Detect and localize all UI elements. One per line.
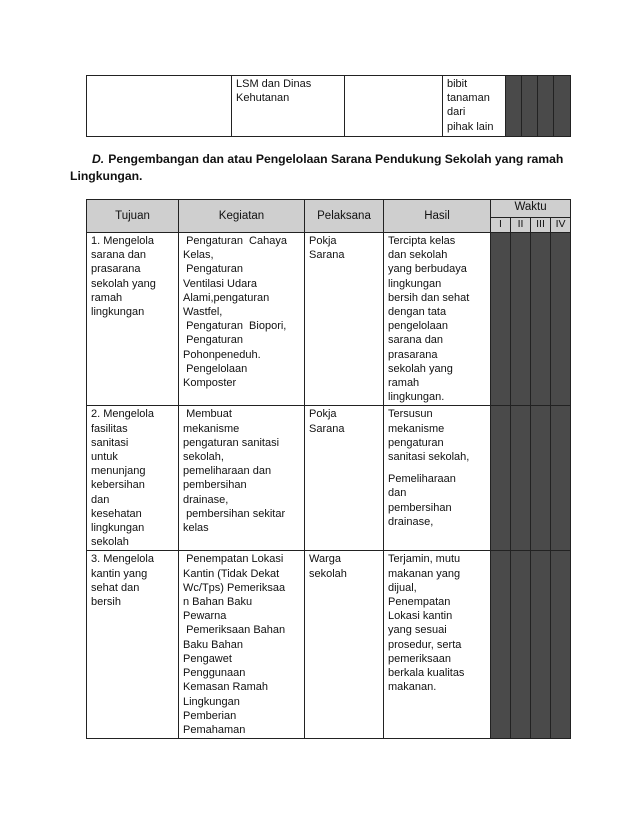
cell-line: Pohonpeneduh. [183, 348, 261, 361]
cell-line: mekanisme [183, 422, 240, 435]
cell-line: prosedur, serta [388, 638, 462, 651]
section-title: Pengembangan dan atau Pengelolaan Sarana Pendukung Sekolah yang ramah Lingkungan. [70, 152, 564, 183]
cell-line: yang sesuai [388, 624, 447, 637]
cell-line: Komposter [183, 377, 237, 390]
cell-kegiatan [179, 406, 305, 551]
waktu-cell [511, 233, 531, 406]
cell-line: tanaman [447, 92, 490, 105]
waktu-cell [531, 551, 551, 739]
cell-line: dengan tata [388, 306, 447, 319]
cell-line: sekolah [91, 536, 129, 549]
header-kegiatan: Kegiatan [179, 200, 305, 233]
cell-line: Wc/Tps) Pemeriksaa [183, 581, 286, 594]
waktu-cell [554, 76, 571, 137]
cell-line: menunjang [91, 465, 146, 478]
waktu-cell [491, 406, 511, 551]
cell-line: Tercipta kelas [388, 235, 456, 247]
cell-pelaksana [305, 233, 384, 406]
cell-line: dan [388, 487, 407, 500]
cell-line: pengaturan sanitasi [183, 436, 280, 449]
cell-tujuan [87, 76, 232, 137]
cell-line: Warga [309, 553, 341, 566]
activity-table [86, 199, 571, 739]
cell-line: kesehatan [91, 507, 142, 520]
header-waktu: Waktu [491, 200, 571, 218]
cell-line: sekolah [309, 567, 347, 580]
cell-line: bersih dan sehat [388, 291, 470, 304]
cell-line: Pemberian [183, 709, 237, 722]
header-waktu-col: I [491, 217, 511, 232]
cell-pelaksana [345, 76, 443, 137]
cell-line: 3. Mengelola [91, 553, 154, 566]
waktu-cell [531, 233, 551, 406]
cell-line: sekolah yang [388, 362, 453, 375]
cell-line: Kelas, [183, 249, 214, 262]
cell-line: dijual, [388, 581, 417, 594]
cell-line: Wastfel, [183, 306, 223, 319]
table-row [87, 406, 571, 551]
cell-line: Ventilasi Udara [183, 277, 257, 290]
header-waktu-col: III [531, 217, 551, 232]
header-hasil: Hasil [384, 200, 491, 233]
cell-line: Pewarna [183, 610, 227, 623]
cell-line: Pengawet [183, 652, 232, 665]
cell-line: sarana dan [388, 334, 444, 347]
cell-kegiatan [232, 76, 345, 137]
cell-line: bersih [91, 596, 121, 609]
cell-line: Pemeliharaan [388, 473, 456, 486]
cell-tujuan [87, 233, 179, 406]
cell-line: pembersihan [183, 479, 247, 492]
cell-line: 1. Mengelola [91, 235, 154, 247]
cell-hasil [384, 233, 491, 406]
cell-line: Pemeriksaan Bahan [183, 624, 286, 637]
cell-line: Terjamin, mutu [388, 553, 461, 566]
cell-line: Pengelolaan [183, 362, 248, 375]
waktu-cell [506, 76, 522, 137]
cell-line: sanitasi [91, 436, 129, 449]
cell-line: Penempatan Lokasi [183, 553, 284, 566]
cell-line: lingkungan [388, 277, 442, 290]
cell-line: dan sekolah [388, 249, 448, 262]
cell-line: mekanisme [388, 422, 445, 435]
header-pelaksana: Pelaksana [305, 200, 384, 233]
cell-line: prasarana [388, 348, 438, 361]
previous-table-row [86, 75, 571, 137]
cell-line: Lokasi kantin [388, 610, 453, 623]
cell-hasil [384, 551, 491, 739]
cell-line: sanitasi sekolah, [388, 451, 470, 464]
cell-line: sarana dan [91, 249, 147, 262]
cell-line: 2. Mengelola [91, 408, 154, 421]
cell-line: Sarana [309, 422, 345, 435]
cell-line: Pokja [309, 408, 337, 421]
table-row [87, 76, 571, 137]
header-waktu-col: II [511, 217, 531, 232]
cell-line: Penggunaan [183, 667, 246, 680]
cell-line: Pokja [309, 235, 337, 247]
header-tujuan: Tujuan [87, 200, 179, 233]
cell-line: kelas [183, 522, 209, 535]
cell-line: lingkungan [91, 306, 145, 319]
cell-line: lingkungan. [388, 391, 445, 404]
cell-line: Pengaturan [183, 334, 243, 347]
cell-line: dan [91, 493, 110, 506]
waktu-cell [531, 406, 551, 551]
table-row [87, 551, 571, 739]
waktu-cell [511, 406, 531, 551]
cell-line: Pengaturan Cahaya [183, 235, 287, 247]
cell-line: dari [447, 106, 466, 119]
hasil-part-a [388, 407, 486, 464]
cell-line: drainase, [183, 493, 229, 506]
cell-line: berkala kualitas [388, 667, 465, 680]
cell-line: Kehutanan [236, 92, 290, 105]
cell-kegiatan [179, 233, 305, 406]
header-row [87, 200, 571, 218]
cell-line: n Bahan Baku [183, 596, 253, 609]
waktu-cell [551, 406, 571, 551]
hasil-part-b [388, 472, 486, 529]
cell-hasil [384, 406, 491, 551]
cell-line: pemeliharaan dan [183, 465, 272, 478]
cell-line: Kemasan Ramah [183, 681, 268, 694]
waktu-cell [538, 76, 554, 137]
cell-line: yang berbudaya [388, 263, 467, 276]
cell-line: pengaturan [388, 436, 444, 449]
cell-line: Lingkungan [183, 695, 240, 708]
cell-line: Pengaturan [183, 263, 243, 276]
cell-tujuan [87, 551, 179, 739]
waktu-cell [511, 551, 531, 739]
cell-line: Membuat [183, 408, 232, 421]
header-waktu-col: IV [551, 217, 571, 232]
cell-line: pembersihan sekitar [183, 507, 286, 520]
cell-line: fasilitas [91, 422, 128, 435]
cell-line: lingkungan [91, 522, 145, 535]
waktu-cell [551, 551, 571, 739]
cell-line: pihak lain [447, 120, 494, 133]
waktu-cell [522, 76, 538, 137]
section-heading [70, 151, 570, 185]
cell-line: pemeriksaan [388, 652, 451, 665]
waktu-cell [491, 233, 511, 406]
cell-hasil [443, 76, 506, 137]
cell-pelaksana [305, 551, 384, 739]
cell-line: Pemahaman [183, 723, 246, 736]
cell-line: sekolah yang [91, 277, 156, 290]
section-letter: D. [92, 152, 105, 166]
cell-line: ramah [91, 291, 123, 304]
cell-line: sekolah, [183, 451, 224, 464]
cell-tujuan [87, 406, 179, 551]
cell-line: Kantin (Tidak Dekat [183, 567, 280, 580]
cell-line: pengelolaan [388, 320, 448, 333]
cell-line: Baku Bahan [183, 638, 243, 651]
cell-line: pembersihan [388, 501, 452, 514]
cell-kegiatan [179, 551, 305, 739]
cell-line: drainase, [388, 515, 434, 528]
cell-line: untuk [91, 451, 118, 464]
cell-line: makanan yang [388, 567, 461, 580]
cell-line: Sarana [309, 249, 345, 262]
cell-line: kantin yang [91, 567, 148, 580]
waktu-cell [491, 551, 511, 739]
cell-line: makanan. [388, 681, 437, 694]
cell-line: Pengaturan Biopori, [183, 320, 287, 333]
cell-line: bibit [447, 78, 468, 90]
cell-line: sehat dan [91, 581, 140, 594]
cell-line: Penempatan [388, 596, 451, 609]
cell-pelaksana [305, 406, 384, 551]
cell-line: LSM dan Dinas [236, 78, 312, 90]
cell-line: prasarana [91, 263, 141, 276]
cell-line: Tersusun [388, 408, 433, 421]
cell-line: ramah [388, 377, 420, 390]
waktu-cell [551, 233, 571, 406]
cell-line: kebersihan [91, 479, 145, 492]
table-row [87, 233, 571, 406]
cell-line: Alami,pengaturan [183, 291, 270, 304]
